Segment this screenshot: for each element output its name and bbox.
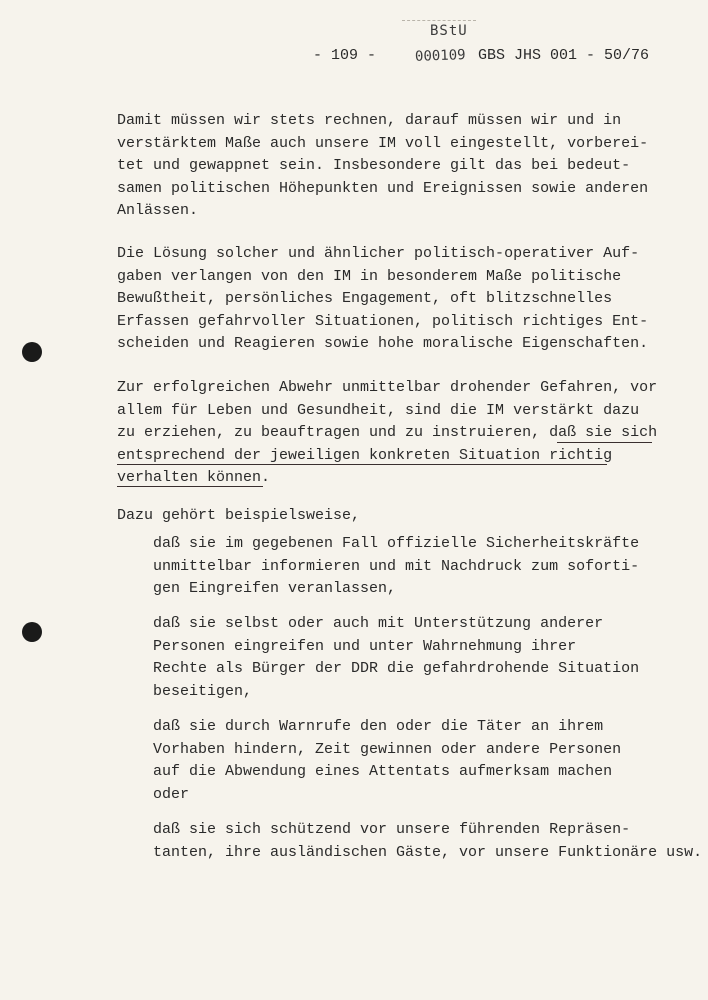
list-item-4: daß sie sich schützend vor unsere führenden Repräsen- tanten, ihre ausländischen Gäste, vor unsere Funktionäre usw.	[153, 821, 703, 861]
list-item-2: daß sie selbst oder auch mit Unterstützung anderer Personen eingreifen und unter Wahrnehmung ihrer Rechte als Bürger der DDR die gefahrdrohende Situation beseitigen,	[153, 615, 640, 700]
underline-3	[117, 486, 263, 487]
punch-hole-top	[22, 342, 42, 362]
page-number: - 109 -	[313, 47, 377, 64]
paragraph-1: Damit müssen wir stets rechnen, darauf müssen wir und in verstärktem Maße auch unsere IM voll eingestellt, vorberei- tet und gewappnet sein. Insbesondere gilt das bei bedeut- samen politischen Höhepunkten und Ereignissen sowie anderen Anlässen.	[117, 112, 649, 219]
list-item-1: daß sie im gegebenen Fall offizielle Sicherheitskräfte unmittelbar informieren und mit Nachdruck zum soforti- gen Eingreifen veranlassen,	[153, 535, 640, 597]
archive-stamp-number: 000109	[414, 47, 466, 65]
list-item-3: daß sie durch Warnrufe den oder die Täter an ihrem Vorhaben hindern, Zeit gewinnen oder andere Personen auf die Abwendung eines Attentats aufmerksam machen oder	[153, 718, 622, 803]
document-reference: GBS JHS 001 - 50/76	[478, 47, 650, 64]
punch-hole-bottom	[22, 622, 42, 642]
archive-stamp-label: BStU	[430, 23, 468, 39]
paragraph-4: Dazu gehört beispielsweise,	[117, 507, 361, 524]
paragraph-2: Die Lösung solcher und ähnlicher politisch-operativer Auf- gaben verlangen von den IM in besonderem Maße politische Bewußtheit, persönliches Engagement, oft blitzschnelles Erfassen gefahrvoller Situationen, politisch richtiges Ent- scheiden und Reagieren sowie hohe moralische Eigenschaften.	[117, 245, 649, 352]
paragraph-3: Zur erfolgreichen Abwehr unmittelbar drohender Gefahren, vor allem für Leben und Gesundheit, sind die IM verstärkt dazu zu erziehen, zu beauftragen und zu instruieren, daß sie sich entsprechend der jeweiligen konkreten Situation richtig verhalten können.	[117, 379, 658, 486]
underline-2	[117, 464, 607, 465]
underline-1	[557, 442, 652, 443]
